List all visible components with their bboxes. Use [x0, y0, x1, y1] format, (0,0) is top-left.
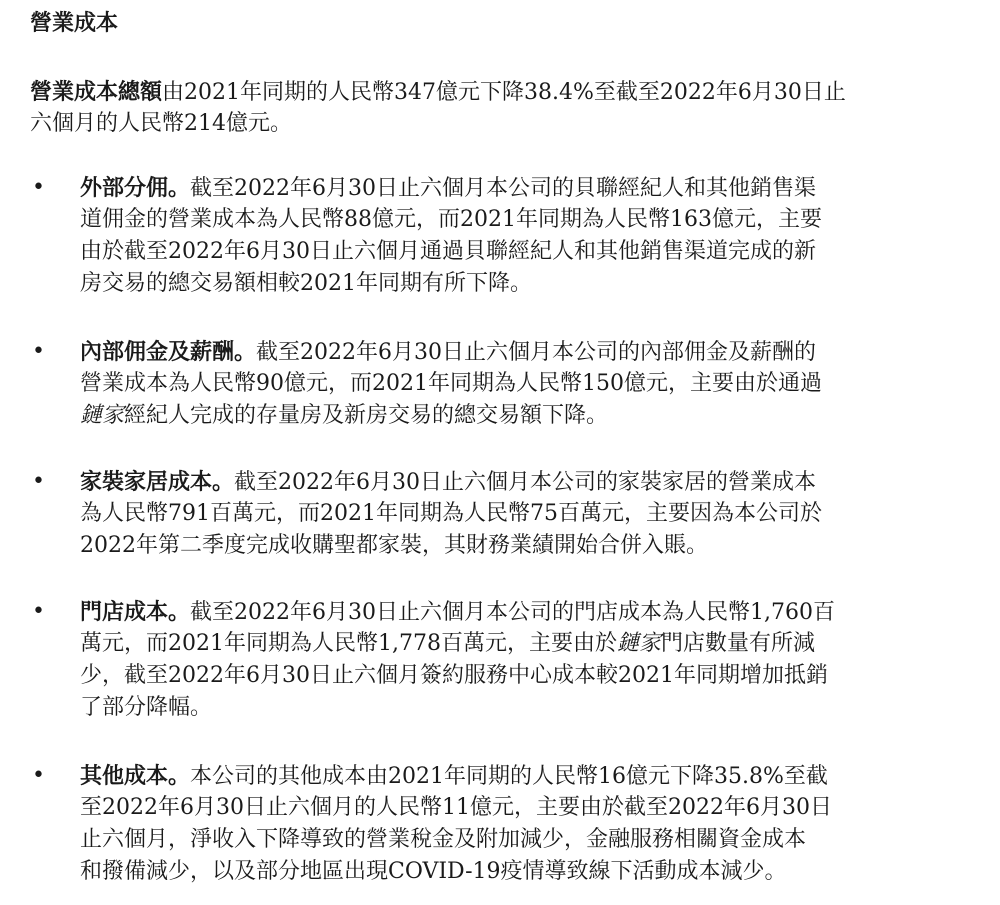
- bullet-line: 家裝家居成本。截至2022年6月30日止六個月本公司的家裝家居的營業成本: [80, 469, 816, 495]
- bullet-line: 內部佣金及薪酬。截至2022年6月30日止六個月本公司的內部佣金及薪酬的: [80, 339, 816, 365]
- bullet-text: [80, 760, 960, 888]
- intro-paragraph: [30, 76, 960, 140]
- bullet-dot: •: [32, 599, 45, 624]
- bullet-line: 至2022年6月30日止六個月的人民幣11億元，主要由於截至2022年6月30日: [80, 795, 832, 820]
- bullet-title: 家裝家居成本。: [80, 469, 235, 495]
- bullet-line: 鏈家經紀人完成的存量房及新房交易的總交易額下降。: [80, 403, 609, 428]
- bullet-text: [80, 596, 960, 724]
- intro-line-1-text: 由2021年同期的人民幣347億元下降38.4%至截至2022年6月30日止: [162, 80, 846, 105]
- intro-bold-term: 營業成本總額: [30, 79, 163, 105]
- bullet-text: [80, 336, 960, 432]
- bullet-line: 外部分佣。截至2022年6月30日止六個月本公司的貝聯經紀人和其他銷售渠: [80, 175, 816, 201]
- bullet-line: 和撥備減少，以及部分地區出現COVID-19疫情導致線下活動成本減少。: [80, 859, 787, 884]
- bullet-dot: •: [32, 175, 45, 200]
- bullet-line: 其他成本。本公司的其他成本由2021年同期的人民幣16億元下降35.8%至截: [80, 763, 828, 789]
- bullet-line: 2022年第二季度完成收購聖都家裝，其財務業績開始合併入賬。: [80, 533, 708, 558]
- bullet-line: 少，截至2022年6月30日止六個月簽約服務中心成本較2021年同期增加抵銷: [80, 663, 828, 688]
- bullet-line: 萬元，而2021年同期為人民幣1,778百萬元，主要由於鏈家門店數量有所減: [80, 631, 816, 656]
- bullet-line: 了部分降幅。: [80, 695, 213, 720]
- bullet-dot: •: [32, 763, 45, 788]
- bullet-line: 為人民幣791百萬元，而2021年同期為人民幣75百萬元，主要因為本公司於: [80, 501, 822, 526]
- bullet-title: 門店成本。: [80, 599, 191, 625]
- intro-line-1: [30, 76, 960, 108]
- bullet-line: 止六個月，淨收入下降導致的營業稅金及附加減少，金融服務相關資金成本: [80, 827, 807, 852]
- bullet-line: 由於截至2022年6月30日止六個月通過貝聯經紀人和其他銷售渠道完成的新: [80, 239, 816, 264]
- bullet-title: 內部佣金及薪酬。: [80, 339, 257, 365]
- brand-name-lianjia: 鏈家: [616, 631, 661, 656]
- bullet-text: [80, 172, 960, 300]
- bullet-dot: •: [32, 339, 45, 364]
- brand-name-lianjia: 鏈家: [80, 403, 125, 428]
- bullet-line: 房交易的總交易額相較2021年同期有所下降。: [80, 271, 532, 296]
- bullet-line: 門店成本。截至2022年6月30日止六個月本公司的門店成本為人民幣1,760百: [80, 599, 835, 625]
- bullet-line: 道佣金的營業成本為人民幣88億元，而2021年同期為人民幣163億元，主要: [80, 207, 822, 232]
- intro-line-2: 六個月的人民幣214億元。: [30, 111, 292, 136]
- bullet-line: 營業成本為人民幣90億元，而2021年同期為人民幣150億元，主要由於通過: [80, 371, 822, 396]
- bullet-text: [80, 466, 960, 562]
- bullet-title: 其他成本。: [80, 763, 191, 789]
- bullet-title: 外部分佣。: [80, 175, 191, 201]
- bullet-dot: •: [32, 469, 45, 494]
- section-heading: 營業成本: [30, 10, 119, 36]
